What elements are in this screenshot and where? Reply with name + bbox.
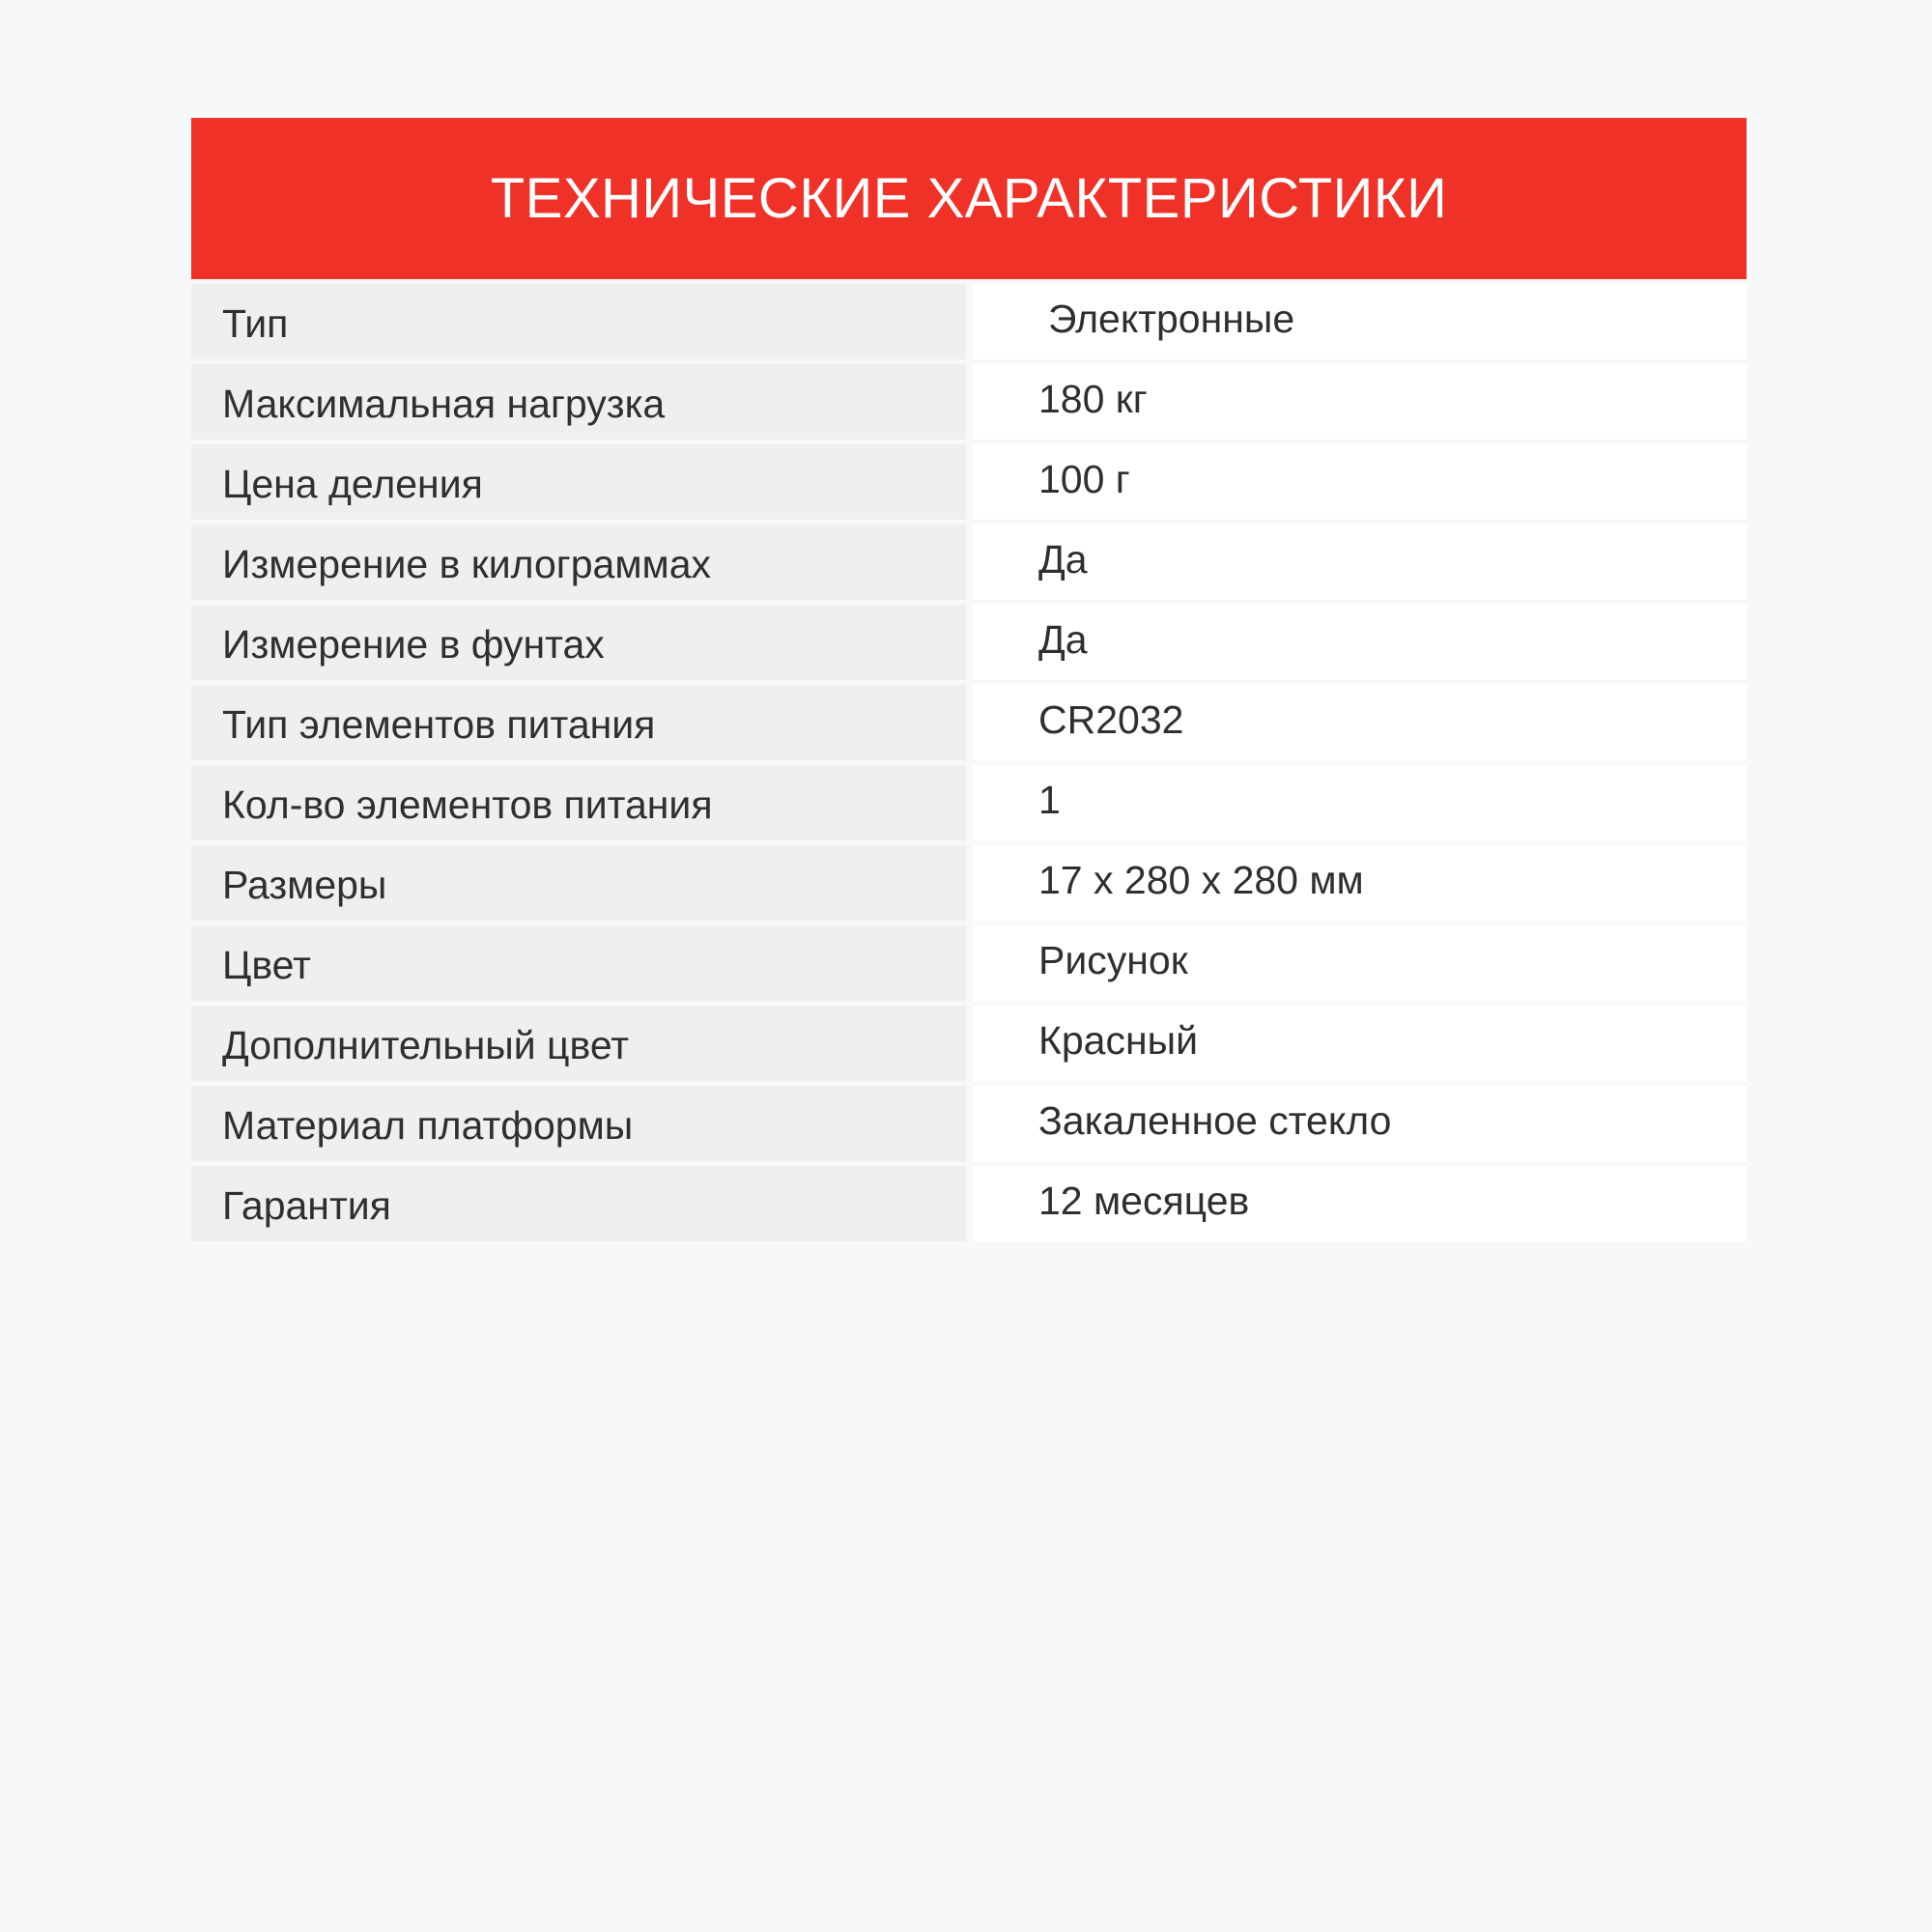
column-divider [966, 605, 973, 680]
column-divider [966, 1086, 973, 1161]
table-row [191, 925, 1747, 1001]
column-divider [966, 1006, 973, 1081]
spec-value: Да [973, 605, 1747, 680]
spec-value: CR2032 [973, 685, 1747, 760]
spec-label: Размеры [191, 845, 966, 921]
spec-value: Рисунок [973, 925, 1747, 1001]
spec-label: Кол-во элементов питания [191, 765, 966, 840]
spec-label: Материал платформы [191, 1086, 966, 1161]
spec-label: Гарантия [191, 1166, 966, 1241]
column-divider [966, 284, 973, 359]
spec-label: Максимальная нагрузка [191, 364, 966, 440]
spec-table-title: ТЕХНИЧЕСКИЕ ХАРАКТЕРИСТИКИ [490, 167, 1448, 230]
table-row [191, 765, 1747, 840]
column-divider [966, 765, 973, 840]
spec-value: 12 месяцев [973, 1166, 1747, 1241]
table-row [191, 605, 1747, 680]
spec-table-header [191, 118, 1747, 279]
table-row [191, 845, 1747, 921]
column-divider [966, 925, 973, 1001]
table-row [191, 1006, 1747, 1081]
column-divider [966, 364, 973, 440]
spec-label: Дополнительный цвет [191, 1006, 966, 1081]
column-divider [966, 685, 973, 760]
spec-label: Цена деления [191, 444, 966, 520]
spec-label: Тип элементов питания [191, 685, 966, 760]
spec-rows [191, 284, 1747, 1241]
column-divider [966, 1166, 973, 1241]
spec-table [191, 118, 1747, 1241]
spec-value: Закаленное стекло [973, 1086, 1747, 1161]
spec-label: Цвет [191, 925, 966, 1001]
spec-label: Измерение в фунтах [191, 605, 966, 680]
spec-value: 100 г [973, 444, 1747, 520]
column-divider [966, 525, 973, 600]
spec-value: Да [973, 525, 1747, 600]
table-row [191, 525, 1747, 600]
spec-value: 1 [973, 765, 1747, 840]
table-row [191, 364, 1747, 440]
table-row [191, 1166, 1747, 1241]
spec-value: 180 кг [973, 364, 1747, 440]
spec-value: Красный [973, 1006, 1747, 1081]
table-row [191, 1086, 1747, 1161]
column-divider [966, 845, 973, 921]
column-divider [966, 444, 973, 520]
spec-value: Электронные [973, 284, 1747, 359]
spec-label: Измерение в килограммах [191, 525, 966, 600]
spec-value: 17 x 280 x 280 мм [973, 845, 1747, 921]
table-row [191, 444, 1747, 520]
table-row [191, 685, 1747, 760]
spec-label: Тип [191, 284, 966, 359]
table-row [191, 284, 1747, 359]
